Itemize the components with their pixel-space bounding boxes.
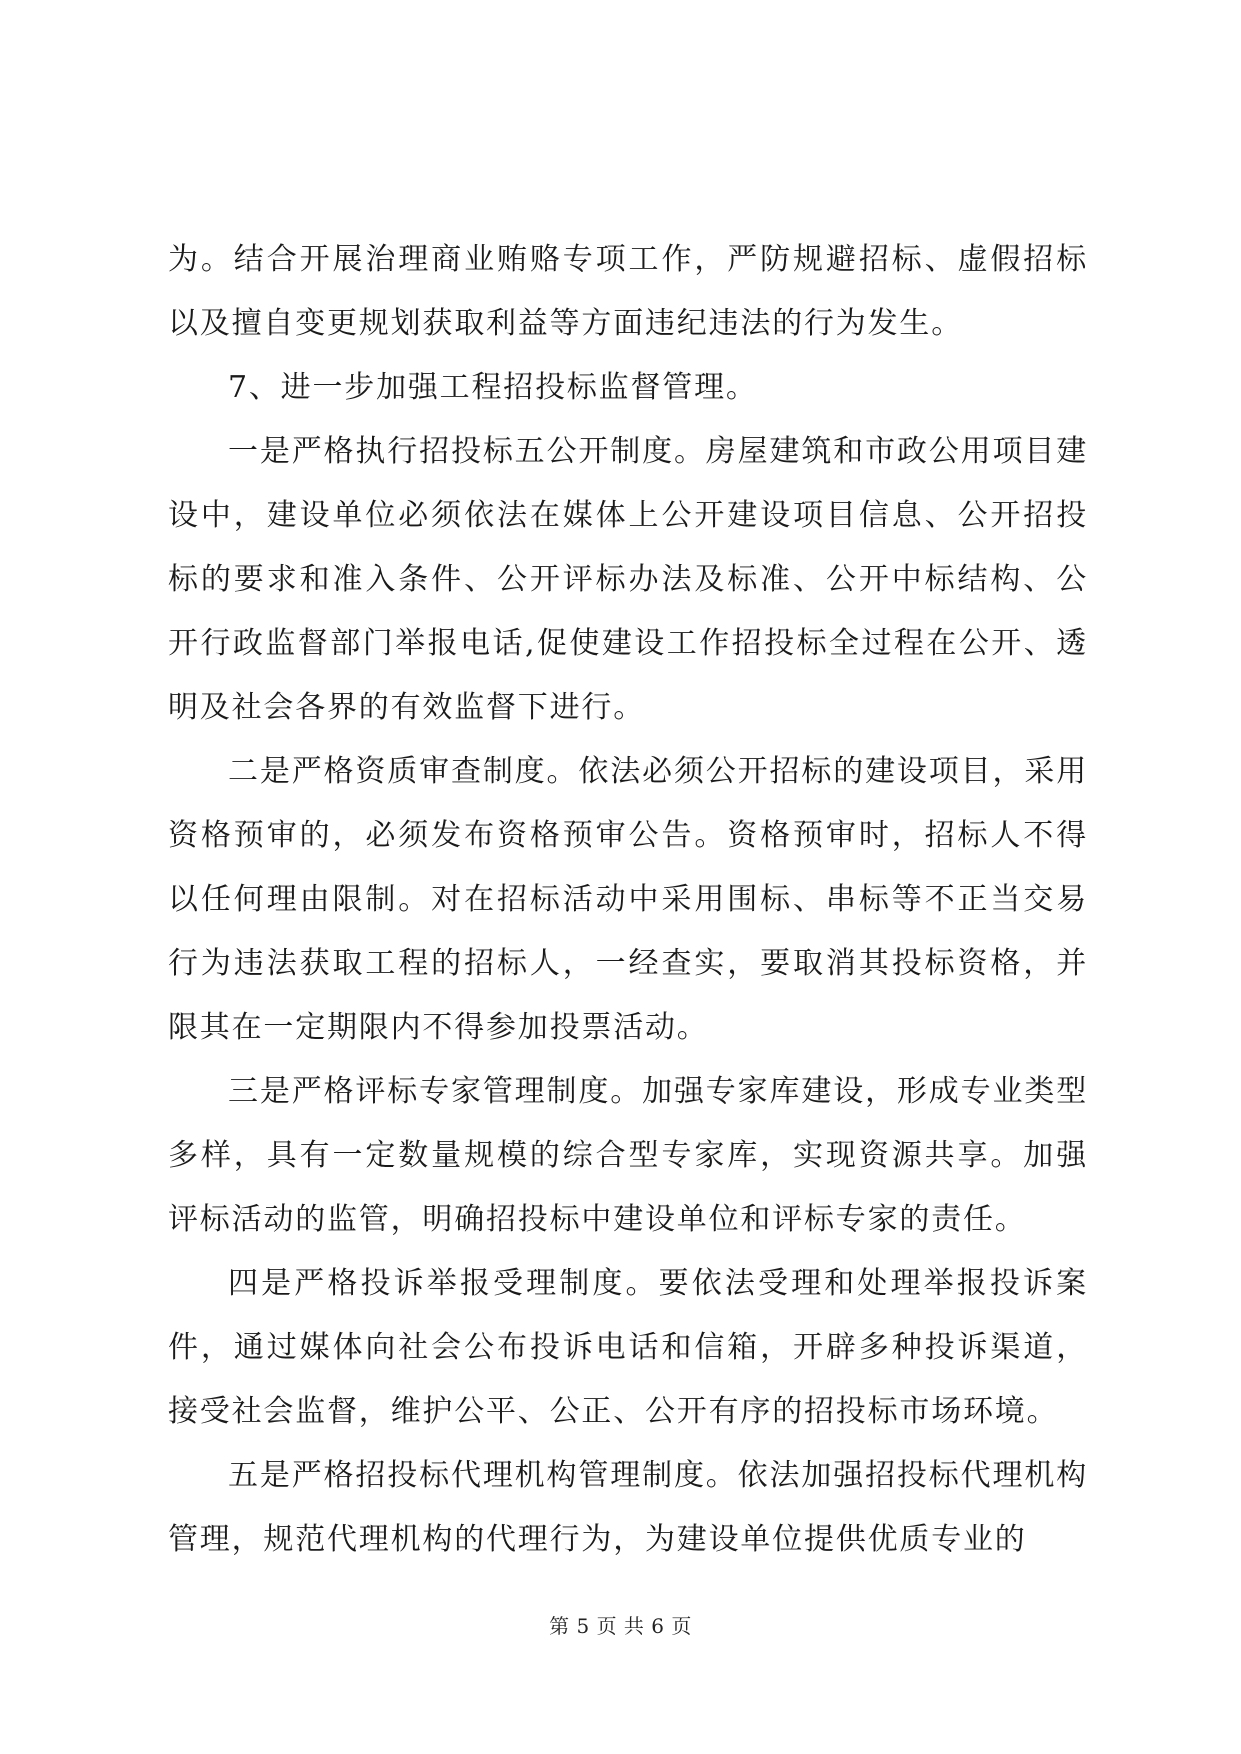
- paragraph-item-3: 三是严格评标专家管理制度。加强专家库建设，形成专业类型多样，具有一定数量规模的综合型专家库，实现资源共享。加强评标活动的监管，明确招投标中建设单位和评标专家的责任。: [168, 1074, 1088, 1237]
- document-body: [168, 228, 1088, 1572]
- paragraph-item-1: 一是严格执行招投标五公开制度。房屋建筑和市政公用项目建设中，建设单位必须依法在媒体上公开建设项目信息、公开招投标的要求和准入条件、公开评标办法及标准、公开中标结构、公开行政监督部门举报电话,促使建设工作招投标全过程在公开、透明及社会各界的有效监督下进行。: [168, 434, 1088, 725]
- paragraph-continuation: 为。结合开展治理商业贿赂专项工作，严防规避招标、虚假招标以及擅自变更规划获取利益等方面违纪违法的行为发生。: [168, 242, 1088, 341]
- paragraph-item-2: 二是严格资质审查制度。依法必须公开招标的建设项目，采用资格预审的，必须发布资格预审公告。资格预审时，招标人不得以任何理由限制。对在招标活动中采用围标、串标等不正当交易行为违法获取工程的招标人，一经查实，要取消其投标资格，并限其在一定期限内不得参加投票活动。: [168, 754, 1088, 1045]
- paragraph-item-4: 四是严格投诉举报受理制度。要依法受理和处理举报投诉案件，通过媒体向社会公布投诉电话和信箱，开辟多种投诉渠道，接受社会监督，维护公平、公正、公开有序的招投标市场环境。: [168, 1266, 1088, 1429]
- paragraph-item-5: 五是严格招投标代理机构管理制度。依法加强招投标代理机构管理，规范代理机构的代理行为，为建设单位提供优质专业的: [168, 1458, 1088, 1557]
- page-number-footer: 第 5 页 共 6 页: [549, 1614, 692, 1638]
- section-heading: 7、进一步加强工程招投标监督管理。: [228, 370, 758, 405]
